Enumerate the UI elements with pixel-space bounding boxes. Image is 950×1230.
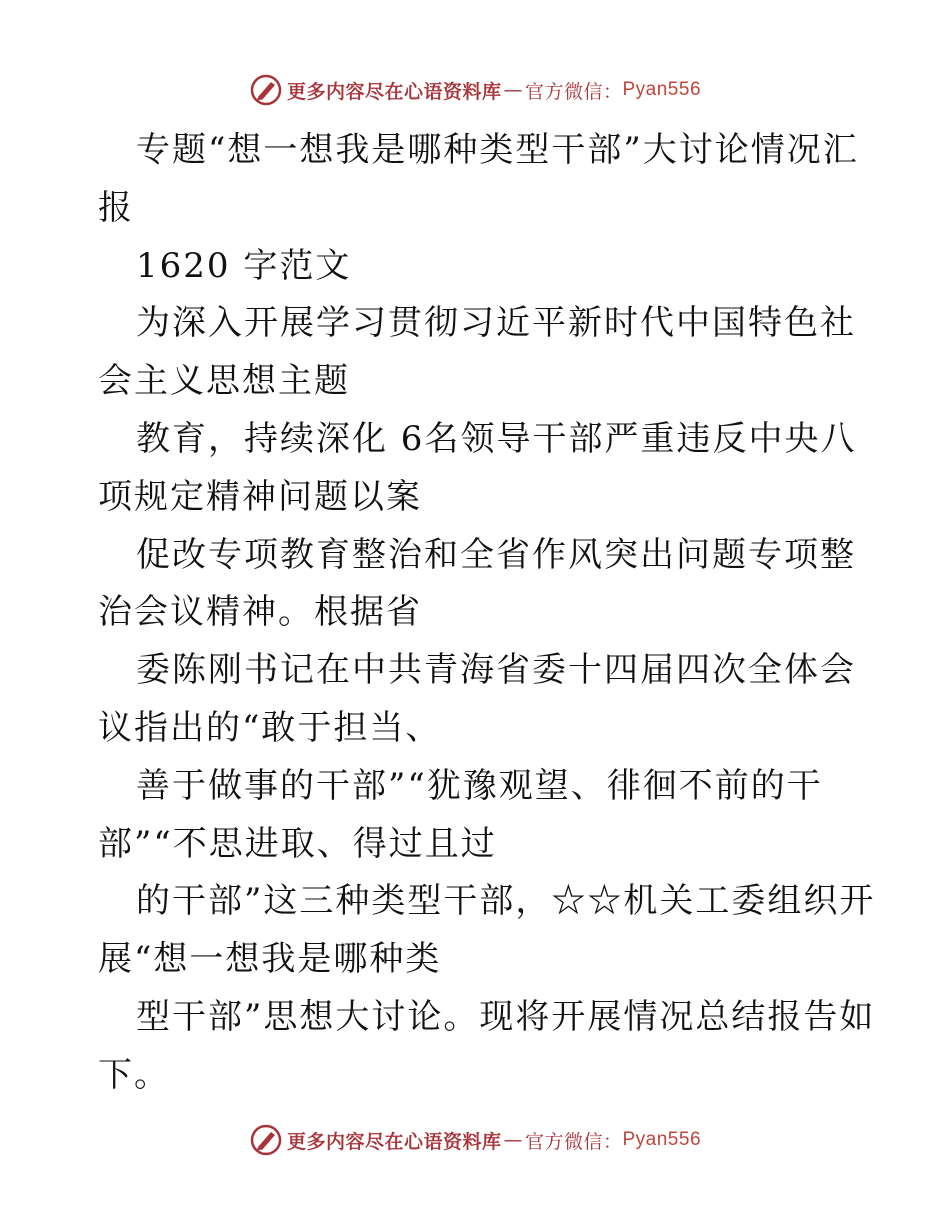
banner-brand-text: 更多内容尽在心语资料库 bbox=[286, 80, 502, 103]
paragraph: 的干部”这三种类型干部，☆☆机关工委组织开展“想一想我是哪种类 bbox=[98, 881, 876, 980]
banner-separator: — bbox=[503, 79, 523, 101]
pen-seal-icon bbox=[249, 1123, 283, 1157]
paragraph: 教育，持续深化 6名领导干部严重违反中央八项规定精神问题以案 bbox=[98, 418, 857, 517]
paragraph: 善于做事的干部”“犹豫观望、徘徊不前的干部”“不思进取、得过且过 bbox=[98, 765, 823, 864]
paragraph: 委陈刚书记在中共青海省委十四届四次全体会议指出的“敢于担当、 bbox=[98, 650, 856, 748]
paragraph: 型干部”思想大讨论。现将开展情况总结报告如下。 bbox=[98, 996, 876, 1095]
pen-seal-icon bbox=[249, 73, 283, 107]
document-title: 专题“想一想我是哪种类型干部”大讨论情况汇报 bbox=[98, 130, 859, 228]
document-subtitle: 1620 字范文 bbox=[136, 245, 352, 286]
footer-watermark-banner bbox=[0, 1120, 950, 1160]
banner-wechat-label: 官方微信： bbox=[524, 80, 623, 103]
banner-wechat-id: Pyan556 bbox=[622, 79, 702, 100]
header-watermark-banner bbox=[0, 70, 950, 110]
banner-brand-text: 更多内容尽在心语资料库 bbox=[286, 1130, 502, 1153]
paragraph: 促改专项教育整治和全省作风突出问题专项整治会议精神。根据省 bbox=[98, 534, 856, 633]
document-body bbox=[98, 122, 878, 1105]
banner-wechat-id: Pyan556 bbox=[622, 1129, 702, 1150]
banner-separator: — bbox=[503, 1129, 523, 1151]
paragraph: 为深入开展学习贯彻习近平新时代中国特色社会主义思想主题 bbox=[98, 303, 856, 402]
banner-wechat-label: 官方微信： bbox=[524, 1130, 623, 1153]
